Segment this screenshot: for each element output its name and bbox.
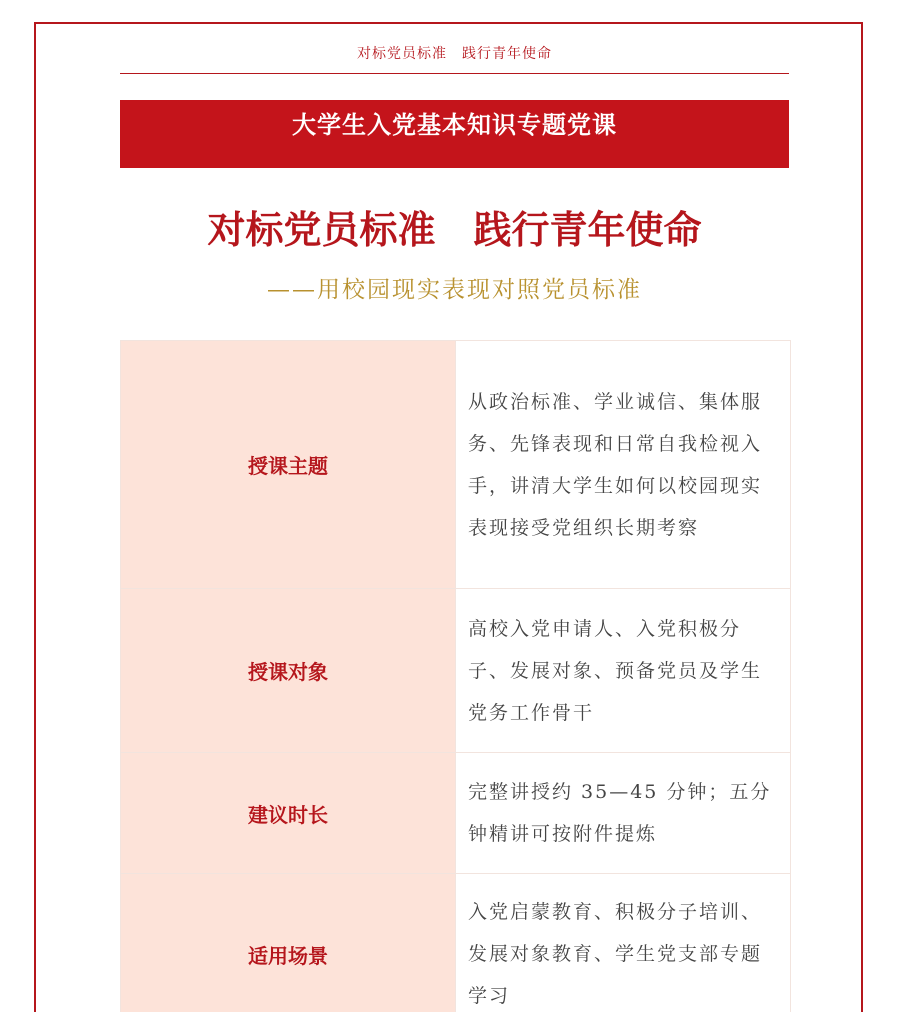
course-banner: 大学生入党基本知识专题党课 <box>120 100 789 168</box>
row-value-scenario: 入党启蒙教育、积极分子培训、发展对象教育、学生党支部专题学习 <box>456 874 791 1012</box>
course-info-table <box>120 340 791 1012</box>
page-title: 对标党员标准 践行青年使命 <box>207 208 702 252</box>
table-row-audience <box>121 589 791 753</box>
row-label-scenario: 适用场景 <box>121 874 456 1012</box>
table-row-topic <box>121 341 791 589</box>
row-label-topic: 授课主题 <box>121 341 456 589</box>
header-divider <box>120 73 789 74</box>
row-label-audience: 授课对象 <box>121 589 456 753</box>
row-label-duration: 建议时长 <box>121 753 456 874</box>
row-value-duration: 完整讲授约 35—45 分钟；五分钟精讲可按附件提炼 <box>456 753 791 874</box>
table-row-duration <box>121 753 791 874</box>
running-head: 对标党员标准 践行青年使命 <box>357 46 552 62</box>
page-subtitle: ——用校园现实表现对照党员标准 <box>267 277 642 303</box>
table-row-scenario <box>121 874 791 1012</box>
row-value-audience: 高校入党申请人、入党积极分子、发展对象、预备党员及学生党务工作骨干 <box>456 589 791 753</box>
row-value-topic: 从政治标准、学业诚信、集体服务、先锋表现和日常自我检视入手，讲清大学生如何以校园现实表现接受党组织长期考察 <box>456 341 791 589</box>
